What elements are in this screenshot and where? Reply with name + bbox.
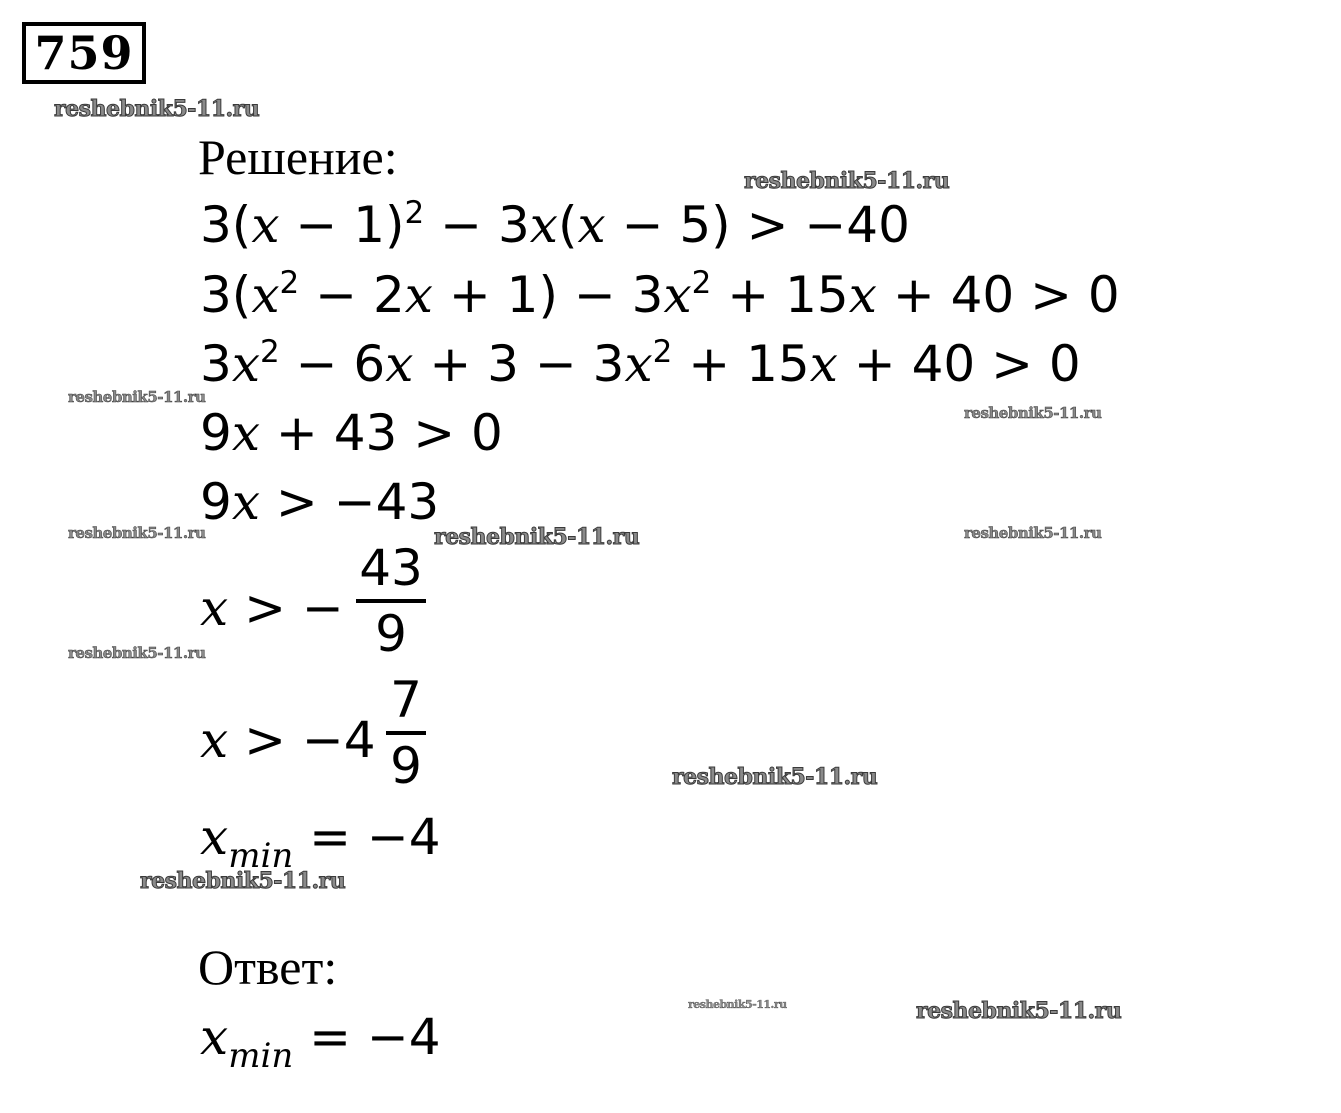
step-5: 9x > −43 xyxy=(200,473,440,531)
fraction-denominator: 9 xyxy=(390,737,422,795)
watermark: reshebnik5-11.ru xyxy=(916,998,1122,1024)
watermark: reshebnik5-11.ru xyxy=(688,998,787,1011)
watermark: reshebnik5-11.ru xyxy=(434,524,640,550)
watermark: reshebnik5-11.ru xyxy=(68,644,206,662)
step-7: x > −4 xyxy=(200,711,376,769)
step-4: 9x + 43 > 0 xyxy=(200,404,503,462)
watermark: reshebnik5-11.ru xyxy=(964,404,1102,422)
fraction-denominator: 9 xyxy=(375,605,407,663)
problem-number: 759 xyxy=(22,22,146,84)
watermark: reshebnik5-11.ru xyxy=(68,388,206,406)
step-6: x > − xyxy=(200,579,344,637)
watermark: reshebnik5-11.ru xyxy=(54,96,260,122)
answer-label: Ответ: xyxy=(198,939,338,995)
fraction-43-9 xyxy=(356,539,426,663)
fraction-numerator: 7 xyxy=(390,671,422,729)
step-8: $x_{min} = -4$ xyxy=(200,808,441,876)
watermark: reshebnik5-11.ru xyxy=(964,524,1102,542)
step-2: $3(x^2 - 2x + 1) - 3x^2 + 15x + 40 > 0$ xyxy=(200,264,1120,324)
answer-expression: $x_{min} = -4$ xyxy=(200,1008,441,1076)
watermark: reshebnik5-11.ru xyxy=(672,764,878,790)
step-3: $3x^2 - 6x + 3 - 3x^2 + 15x + 40 > 0$ xyxy=(200,333,1081,393)
solution-label: Решение: xyxy=(198,129,398,185)
fraction-7-9 xyxy=(386,671,426,795)
watermark: reshebnik5-11.ru xyxy=(140,868,346,894)
fraction-numerator: 43 xyxy=(359,539,423,597)
watermark: reshebnik5-11.ru xyxy=(744,168,950,194)
watermark: reshebnik5-11.ru xyxy=(68,524,206,542)
step-1: $3(x - 1)^2 - 3x(x - 5) > -40$ xyxy=(200,194,910,254)
